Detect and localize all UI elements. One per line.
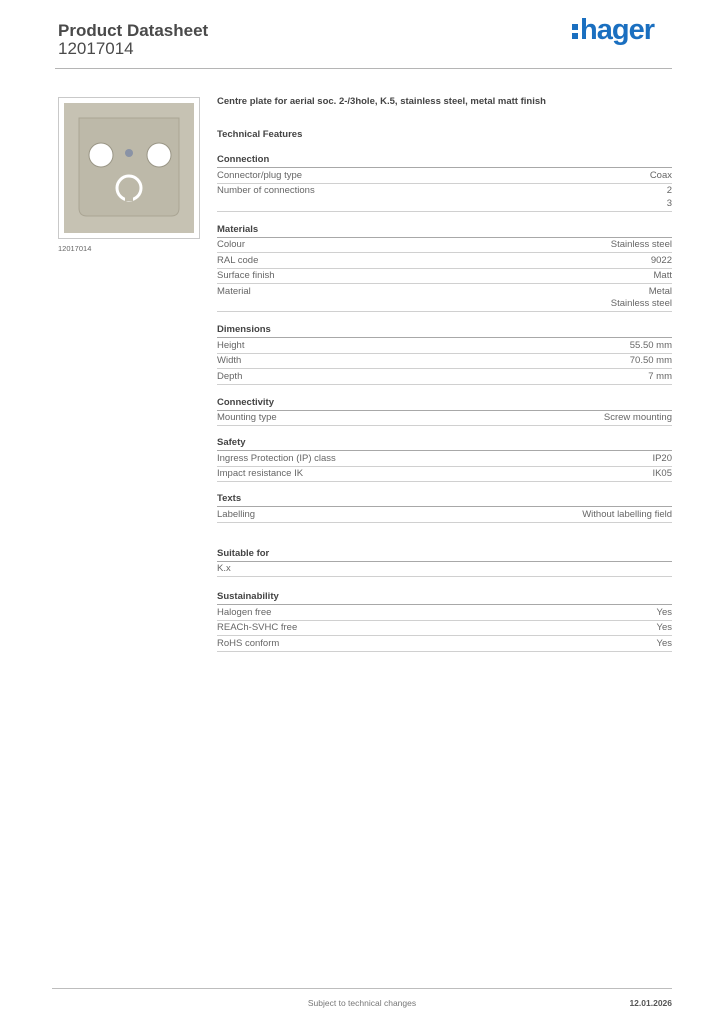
section-connection <box>217 154 672 212</box>
spec-value <box>650 170 672 183</box>
spec-value-line: Yes <box>656 622 672 633</box>
footer-note: Subject to technical changes <box>307 998 417 1008</box>
led-window <box>125 149 133 157</box>
spec-value-line: 70.50 mm <box>629 355 672 366</box>
spec-row <box>217 369 672 385</box>
spec-value-line: 3 <box>666 197 672 209</box>
section-connectivity <box>217 397 672 427</box>
socket-hole-right <box>147 143 171 167</box>
spec-value <box>630 340 672 353</box>
spec-label: Halogen free <box>217 606 272 618</box>
section-title: Connection <box>217 154 672 168</box>
spec-value <box>630 355 672 368</box>
section-texts <box>217 493 672 523</box>
spec-row <box>217 507 672 523</box>
spec-label: Connector/plug type <box>217 169 303 181</box>
spec-label: Mounting type <box>217 412 277 423</box>
spec-label: RoHS conform <box>217 637 280 649</box>
section-title: Safety <box>217 437 672 451</box>
product-description: Centre plate for aerial soc. 2-/3hole, K.5, stainless steel, metal matt finish <box>217 96 546 107</box>
spec-row <box>217 269 672 285</box>
spec-row <box>217 411 672 427</box>
spec-row <box>217 184 672 212</box>
spec-value-line: Yes <box>656 637 672 649</box>
section-dimensions <box>217 324 672 385</box>
spec-value <box>582 509 672 522</box>
spec-label: Impact resistance IK <box>217 468 304 479</box>
spec-label: RAL code <box>217 254 259 266</box>
spec-label: Colour <box>217 239 245 250</box>
spec-row <box>217 253 672 269</box>
spec-value-line: 2 <box>666 185 672 196</box>
spec-label: K.x <box>217 563 231 574</box>
footer-divider <box>52 988 672 989</box>
spec-label: Surface finish <box>217 270 275 281</box>
footer-date: 12.01.2026 <box>629 998 672 1008</box>
spec-value <box>652 468 672 481</box>
spec-value <box>654 270 672 283</box>
section-title: Texts <box>217 493 672 507</box>
spec-value <box>648 371 672 384</box>
centre-plate-image <box>59 98 199 238</box>
socket-hole-left <box>89 143 113 167</box>
spec-row <box>217 621 672 637</box>
spec-value-line: Stainless steel <box>610 298 672 309</box>
spec-value-line: Matt <box>653 270 672 281</box>
spec-label: Material <box>217 285 251 297</box>
section-materials <box>217 224 672 313</box>
spec-row <box>217 168 672 184</box>
spec-value-line: Screw mounting <box>603 412 672 423</box>
spec-value-line: Yes <box>656 606 672 618</box>
spec-row <box>217 338 672 354</box>
section-title: Suitable for <box>217 548 672 562</box>
spec-value <box>611 286 672 311</box>
spec-row <box>217 562 672 578</box>
spec-label: Depth <box>217 370 243 382</box>
spec-value <box>611 239 672 252</box>
spec-value-line: Coax <box>649 169 672 181</box>
spec-value-line: 7 mm <box>648 370 672 382</box>
spec-row <box>217 467 672 483</box>
section-title: Sustainability <box>217 591 672 605</box>
spec-value <box>667 185 672 210</box>
spec-value-line: 9022 <box>650 254 672 266</box>
spec-value <box>652 453 672 466</box>
spec-row <box>217 451 672 467</box>
feature-sections <box>217 154 672 652</box>
spec-row <box>217 238 672 254</box>
spec-label: Ingress Protection (IP) class <box>217 452 336 464</box>
header-divider <box>55 68 672 69</box>
spec-label: Number of connections <box>217 185 315 196</box>
spec-row <box>217 284 672 312</box>
technical-features-title: Technical Features <box>217 129 303 140</box>
product-image <box>58 97 200 239</box>
header-product-code: 12017014 <box>58 39 134 58</box>
section-sustainability <box>217 591 672 652</box>
spec-value <box>651 255 672 268</box>
spec-value <box>604 412 672 425</box>
section-title: Materials <box>217 224 672 238</box>
spec-value-line: IK05 <box>652 468 672 479</box>
spec-value-line: IP20 <box>652 452 672 464</box>
spec-value <box>657 622 673 635</box>
spec-label: REACh-SVHC free <box>217 622 298 633</box>
spec-value <box>657 607 673 620</box>
spec-value-line: Metal <box>648 285 672 297</box>
spec-row <box>217 605 672 621</box>
product-image-caption: 12017014 <box>58 244 92 253</box>
spec-row <box>217 636 672 652</box>
section-suitable-for <box>217 548 672 578</box>
section-safety <box>217 437 672 482</box>
logo-dots-icon <box>572 21 578 42</box>
spec-value-line: Without labelling field <box>582 508 672 520</box>
spec-label: Width <box>217 355 242 366</box>
spec-row <box>217 354 672 370</box>
hager-logo <box>572 14 654 47</box>
spec-label: Labelling <box>217 508 256 520</box>
spec-value-line: Stainless steel <box>610 239 672 250</box>
section-title: Connectivity <box>217 397 672 411</box>
spec-label: Height <box>217 339 245 351</box>
spec-value <box>657 638 673 651</box>
logo-text: hager <box>580 14 654 46</box>
header-title: Product Datasheet <box>58 21 209 40</box>
section-title: Dimensions <box>217 324 672 338</box>
main-content <box>217 96 672 652</box>
spec-value-line: 55.50 mm <box>629 339 672 351</box>
